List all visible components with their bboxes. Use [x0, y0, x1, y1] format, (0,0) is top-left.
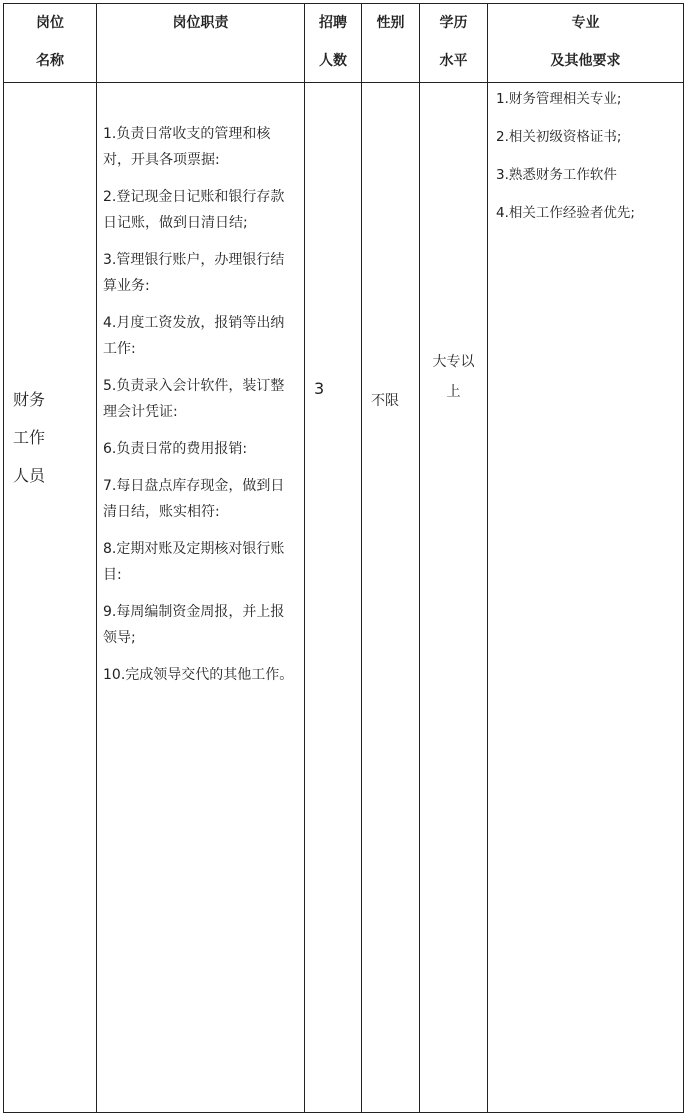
header-position-name-line2: 名称 [36, 53, 64, 69]
headcount-value: 3 [314, 379, 325, 398]
requirement-item: 4.相关工作经验者优先; [496, 205, 635, 221]
education-line: 大专以 [432, 354, 475, 370]
education-cell [420, 83, 488, 1113]
requirement-item: 2.相关初级资格证书; [496, 129, 622, 145]
position-name-cell [4, 83, 97, 1113]
header-requirements-line1: 专业 [571, 15, 600, 31]
duties-cell [97, 83, 305, 1113]
header-headcount-line2: 人数 [319, 53, 347, 69]
headcount-cell [305, 83, 362, 1113]
requirement-item: 3.熟悉财务工作软件 [496, 167, 617, 183]
header-education-line2: 水平 [439, 53, 468, 69]
duty-item: 9.每周编制资金周报，并上报领导; [103, 604, 285, 646]
header-requirements-line2: 及其他要求 [550, 53, 621, 69]
header-headcount [305, 4, 362, 83]
header-education-line1: 学历 [439, 15, 468, 31]
duty-item: 10.完成领导交代的其他工作。 [103, 667, 294, 683]
requirements-cell [488, 83, 684, 1113]
header-duties-line1: 岗位职责 [172, 15, 229, 31]
gender-value: 不限 [371, 393, 399, 409]
duty-item: 8.定期对账及定期核对银行账目: [103, 541, 285, 583]
header-duties [97, 4, 305, 83]
header-position-name [4, 4, 97, 83]
position-name-line: 人员 [13, 466, 46, 485]
table-row [4, 83, 684, 1113]
gender-cell [362, 83, 420, 1113]
duty-item: 1.负责日常收支的管理和核对，开具各项票据: [103, 126, 271, 168]
duty-item: 5.负责录入会计软件，装订整理会计凭证: [103, 378, 285, 420]
duty-item: 7.每日盘点库存现金，做到日清日结，账实相符: [103, 478, 285, 520]
header-headcount-line1: 招聘 [319, 15, 347, 31]
duty-item: 4.月度工资发放，报销等出纳工作: [103, 315, 285, 357]
duty-item: 2.登记现金日记账和银行存款日记账，做到日清日结; [103, 189, 285, 231]
duty-item: 6.负责日常的费用报销: [103, 441, 248, 457]
header-requirements [488, 4, 684, 83]
education-line: 上 [446, 384, 461, 400]
header-gender-line1: 性别 [376, 15, 405, 31]
duty-item: 3.管理银行账户，办理银行结算业务: [103, 252, 285, 294]
header-education [420, 4, 488, 83]
header-row [4, 4, 684, 83]
header-gender [362, 4, 420, 83]
requirement-item: 1.财务管理相关专业; [496, 91, 622, 107]
header-position-name-line1: 岗位 [36, 15, 64, 31]
job-requirements-table [3, 3, 684, 1113]
position-name-line: 财务 [13, 390, 46, 409]
position-name-line: 工作 [13, 428, 46, 447]
